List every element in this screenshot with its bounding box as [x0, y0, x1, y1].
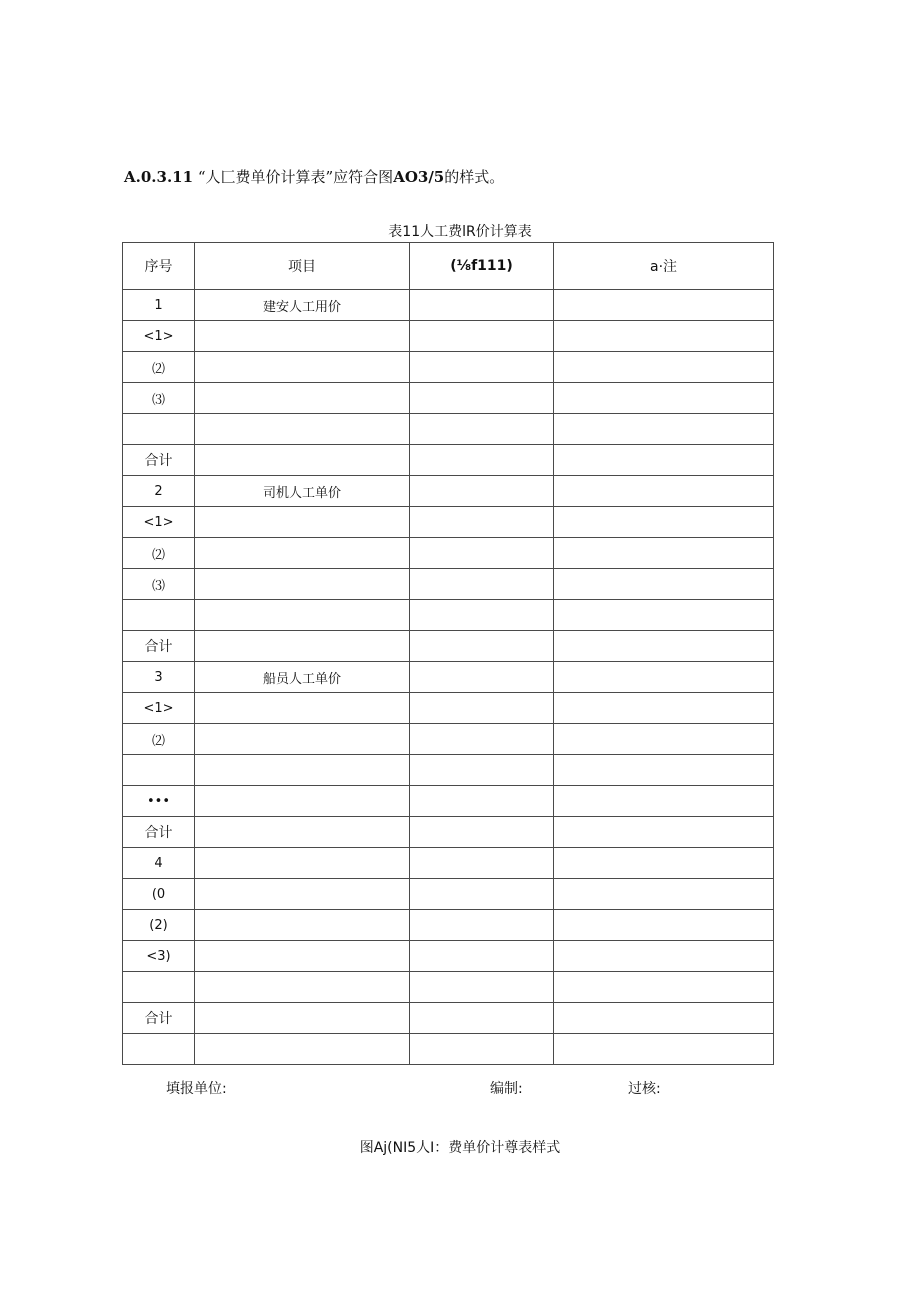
remarks-cell — [554, 755, 774, 786]
unit-price-cell — [410, 414, 554, 445]
unit-price-cell — [410, 383, 554, 414]
seq-cell: 合计 — [123, 631, 195, 662]
seq-cell: <1> — [123, 321, 195, 352]
remarks-cell — [554, 972, 774, 1003]
unit-price-cell — [410, 693, 554, 724]
table-row — [123, 724, 774, 755]
seq-cell: 2 — [123, 476, 195, 507]
header-remarks: a·注 — [554, 243, 774, 290]
table-row — [123, 352, 774, 383]
unit-price-cell — [410, 786, 554, 817]
remarks-cell — [554, 445, 774, 476]
remarks-cell — [554, 879, 774, 910]
table-row — [123, 445, 774, 476]
unit-price-cell — [410, 507, 554, 538]
seq-cell — [123, 1034, 195, 1065]
unit-price-cell — [410, 538, 554, 569]
unit-price-cell — [410, 755, 554, 786]
seq-cell: ⑵ — [123, 724, 195, 755]
item-cell — [195, 724, 410, 755]
remarks-cell — [554, 941, 774, 972]
remarks-cell — [554, 817, 774, 848]
header-seq: 序号 — [123, 243, 195, 290]
seq-cell: ⑵ — [123, 538, 195, 569]
unit-price-cell — [410, 290, 554, 321]
seq-cell: ⑶ — [123, 569, 195, 600]
seq-cell: ⑶ — [123, 383, 195, 414]
item-cell — [195, 972, 410, 1003]
unit-price-cell — [410, 817, 554, 848]
item-cell — [195, 507, 410, 538]
item-cell — [195, 538, 410, 569]
item-cell — [195, 786, 410, 817]
table-row — [123, 941, 774, 972]
clause-number: A.0.3.11 — [124, 168, 194, 186]
remarks-cell — [554, 724, 774, 755]
remarks-cell — [554, 538, 774, 569]
remarks-cell — [554, 383, 774, 414]
table-header-row — [123, 243, 774, 290]
prepared-by-label: 编制: — [490, 1081, 523, 1097]
figure-caption: 图Aj(NI5人I：费单价计尊表样式 — [359, 1140, 561, 1156]
item-cell — [195, 941, 410, 972]
table-row — [123, 383, 774, 414]
unit-price-cell — [410, 1034, 554, 1065]
item-cell — [195, 321, 410, 352]
unit-price-cell — [410, 972, 554, 1003]
table-row — [123, 755, 774, 786]
unit-price-cell — [410, 631, 554, 662]
item-cell — [195, 414, 410, 445]
remarks-cell — [554, 321, 774, 352]
seq-cell: <3) — [123, 941, 195, 972]
table-row — [123, 538, 774, 569]
table-row — [123, 817, 774, 848]
clause-text-b: 的样式。 — [444, 168, 505, 186]
seq-cell: ••• — [123, 786, 195, 817]
seq-cell: 1 — [123, 290, 195, 321]
remarks-cell — [554, 693, 774, 724]
table-row — [123, 1034, 774, 1065]
clause-figure-ref: AO3/5 — [393, 168, 445, 186]
clause-text-a: “人匚费单价计算表”应符合图 — [197, 168, 394, 186]
labor-cost-table — [122, 242, 774, 1065]
table-row — [123, 662, 774, 693]
unit-price-cell — [410, 445, 554, 476]
table-row — [123, 290, 774, 321]
remarks-cell — [554, 1003, 774, 1034]
item-cell — [195, 848, 410, 879]
reviewed-by-label: 过核: — [628, 1081, 661, 1097]
remarks-cell — [554, 662, 774, 693]
fill-unit-label: 填报单位: — [166, 1081, 227, 1097]
item-cell — [195, 569, 410, 600]
seq-cell: ⑵ — [123, 352, 195, 383]
table-row — [123, 786, 774, 817]
seq-cell: 合计 — [123, 817, 195, 848]
remarks-cell — [554, 910, 774, 941]
header-unit-price: (⅛f111) — [410, 243, 554, 290]
remarks-cell — [554, 414, 774, 445]
item-cell — [195, 879, 410, 910]
remarks-cell — [554, 600, 774, 631]
seq-cell: (0 — [123, 879, 195, 910]
clause-text — [124, 166, 504, 187]
unit-price-cell — [410, 910, 554, 941]
table-row — [123, 631, 774, 662]
table-row — [123, 507, 774, 538]
remarks-cell — [554, 352, 774, 383]
item-cell: 司机人工单价 — [195, 476, 410, 507]
table-row — [123, 910, 774, 941]
item-cell — [195, 600, 410, 631]
table-row — [123, 1003, 774, 1034]
item-cell — [195, 910, 410, 941]
item-cell — [195, 631, 410, 662]
unit-price-cell — [410, 352, 554, 383]
table-row — [123, 321, 774, 352]
remarks-cell — [554, 507, 774, 538]
seq-cell: 4 — [123, 848, 195, 879]
header-item: 项目 — [195, 243, 410, 290]
remarks-cell — [554, 569, 774, 600]
unit-price-cell — [410, 848, 554, 879]
seq-cell — [123, 972, 195, 1003]
unit-price-cell — [410, 724, 554, 755]
item-cell: 建安人工用价 — [195, 290, 410, 321]
seq-cell: (2) — [123, 910, 195, 941]
unit-price-cell — [410, 476, 554, 507]
item-cell — [195, 445, 410, 476]
unit-price-cell — [410, 569, 554, 600]
remarks-cell — [554, 476, 774, 507]
table-row — [123, 414, 774, 445]
item-cell — [195, 352, 410, 383]
item-cell — [195, 693, 410, 724]
seq-cell — [123, 600, 195, 631]
table-row — [123, 972, 774, 1003]
item-cell — [195, 755, 410, 786]
item-cell — [195, 383, 410, 414]
remarks-cell — [554, 786, 774, 817]
unit-price-cell — [410, 662, 554, 693]
seq-cell — [123, 414, 195, 445]
table-caption: 表11人工费lR价计算表 — [388, 224, 532, 240]
table-row — [123, 569, 774, 600]
remarks-cell — [554, 290, 774, 321]
seq-cell: 3 — [123, 662, 195, 693]
table-row — [123, 848, 774, 879]
seq-cell: 合计 — [123, 1003, 195, 1034]
table-body — [123, 290, 774, 1065]
unit-price-cell — [410, 879, 554, 910]
unit-price-cell — [410, 941, 554, 972]
remarks-cell — [554, 1034, 774, 1065]
table-row — [123, 600, 774, 631]
seq-cell: <1> — [123, 693, 195, 724]
item-cell — [195, 1003, 410, 1034]
seq-cell — [123, 755, 195, 786]
table-row — [123, 476, 774, 507]
remarks-cell — [554, 631, 774, 662]
item-cell: 船员人工单价 — [195, 662, 410, 693]
item-cell — [195, 1034, 410, 1065]
seq-cell: 合计 — [123, 445, 195, 476]
unit-price-cell — [410, 321, 554, 352]
seq-cell: <1> — [123, 507, 195, 538]
item-cell — [195, 817, 410, 848]
unit-price-cell — [410, 600, 554, 631]
unit-price-cell — [410, 1003, 554, 1034]
table-row — [123, 879, 774, 910]
table-row — [123, 693, 774, 724]
remarks-cell — [554, 848, 774, 879]
